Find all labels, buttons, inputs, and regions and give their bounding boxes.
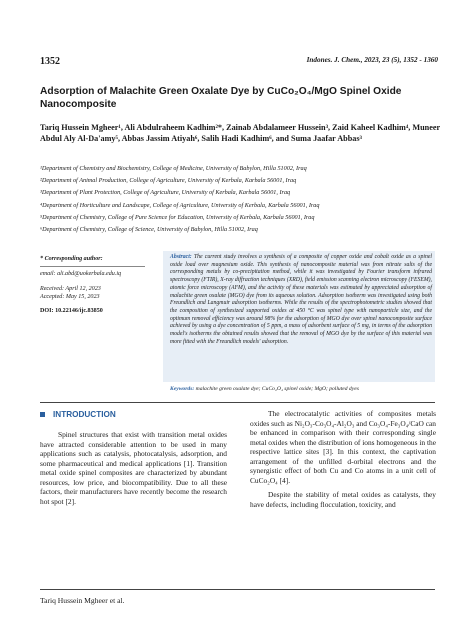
correspondence-block xyxy=(40,255,145,315)
author-list: Tariq Hussein Mgheer¹, Ali Abdulraheem Kadhim²*, Zainab Abdalameer Hussein³, Zaid Kaheel Kadhim⁴, Muneer Abdul Aly Al-Da'amy⁵, Abbas Jassim Atiyah⁶, Salih Hadi Kadhim⁶, and Suma Jaafar Abbas³ xyxy=(40,123,440,144)
introduction-heading-text: INTRODUCTION xyxy=(53,410,116,419)
keywords-text: malachite green oxalate dye; CuCo₂O₄ spinel oxide; MgO; polluted dyes xyxy=(195,386,359,392)
journal-citation: Indones. J. Chem., 2023, 23 (5), 1352 - 1360 xyxy=(306,56,438,64)
section-divider-top xyxy=(40,402,435,403)
affiliations xyxy=(40,163,445,236)
intro-paragraph-3: Despite the stability of metal oxides as catalysts, they have defects, including flocculation, toxicity, and xyxy=(250,490,436,509)
affiliation-6: ⁶Department of Chemistry, College of Science, University of Babylon, Hilla 51002, Iraq xyxy=(40,226,258,234)
page-number: 1352 xyxy=(40,56,60,67)
abstract-label: Abstract: xyxy=(170,254,192,260)
heading-square-icon xyxy=(40,412,45,417)
affiliation-1: ¹Department of Chemistry and Biochemistry, College of Medicine, University of Babylon, Hilla 51002, Iraq xyxy=(40,165,307,172)
affiliation-4: ⁴Department of Horticulture and Landscape, College of Agriculture, University of Kerbala, Karbala 56001, Iraq xyxy=(40,201,320,209)
article-title: Adsorption of Malachite Green Oxalate Dye by CuCo₂O₄/MgO Spinel Oxide Nanocomposite xyxy=(40,86,402,110)
correspondence-title: * Corresponding author: xyxy=(40,256,103,262)
correspondence-email[interactable]: email: ali.abd@uokerbala.edu.iq xyxy=(40,271,122,278)
accepted-date: Accepted: May 15, 2023 xyxy=(40,293,100,300)
correspondence-divider xyxy=(40,266,145,267)
abstract-text: The current study involves a synthesis of a composite of copper oxide and cobalt oxide as a spinel oxide load over magnesium oxide. This synthesis of nanocomposite material was from nitrate salts of the corresponding metals by co-precipitation method, while it was investigated by Fourier transform infrared spectroscopy (FTIR), X-ray diffraction techniques (XRD), field emission scanning electron microscopy (FESEM), atomic force microscopy (AFM), and the activity of these materials was estimated by appreciated adsorption of malachite green oxalate (MGO) dye from its aqueous solution. Adsorption isotherm was investigated using both Freundlich and Langmuir adsorption isotherms. While the results of the spectrophotometric studies showed that the composition of synthesized supported oxides at 450 °C was spinel type with nanoparticle size, and the optimum removal efficiency was around 98% for the adsorption of MGO dye over spinel nanocomposite surface achieved by using a dye concentration of 5 ppm, a mass of adsorbent surface of 5 mg, in terms of the adsorption model's isotherms the obtained results showed that the removal of MGO dye by the surface of this material was more fitted with the Freundlich models' adsorption. xyxy=(170,254,432,345)
footer-divider xyxy=(40,589,435,590)
keywords-label: Keywords: xyxy=(170,386,195,392)
affiliation-3: ³Department of Plant Protection, College of Agriculture, University of Kerbala, Karbala 56001, Iraq xyxy=(40,189,291,197)
abstract xyxy=(170,254,432,346)
received-date: Received: April 12, 2023 xyxy=(40,285,101,292)
affiliation-5: ⁵Department of Chemistry, College of Pure Science for Education, University of Kerbala, Karbala 56001, Iraq xyxy=(40,213,315,221)
introduction-heading xyxy=(40,410,116,419)
footer-author: Tariq Hussein Mgheer et al. xyxy=(40,596,125,605)
intro-paragraph-2: The electrocatalytic activities of composites metals oxides such as Ni₂O₃-Co₃O₄-Al₂O₃ and Co₃O₄-Fe₃O₄/CaO can be enhanced in comparison with their corresponding single metal oxides when the distribution of ions homogeneous in the respective lattice sites [3]. In this context, the captivation arrangement of the unfilled d-orbital electrons and the synergistic effect of both Cu and Co atoms in a unit cell of CuCo₂O₄ [4]. xyxy=(250,409,436,485)
keywords xyxy=(170,386,432,392)
right-column xyxy=(250,409,436,509)
left-column xyxy=(40,430,227,506)
intro-paragraph-1: Spinel structures that exist with transition metal oxides have attracted considerable attention to be used in many applications such as catalysis, photocatalysis, adsorption, and some pharmaceutical and medical applications [1]. Transition metal oxide spinel composites are characterized by abundant resources, low price, and biocompatibility. Due to all these factors, their manufacturers have recently become the research hot spot [2]. xyxy=(40,430,227,506)
affiliation-2: ²Department of Animal Production, College of Agriculture, University of Kerbala, Karbala 56001, Iraq xyxy=(40,177,297,185)
doi[interactable]: DOI: 10.22146/ijc.83850 xyxy=(40,308,103,315)
